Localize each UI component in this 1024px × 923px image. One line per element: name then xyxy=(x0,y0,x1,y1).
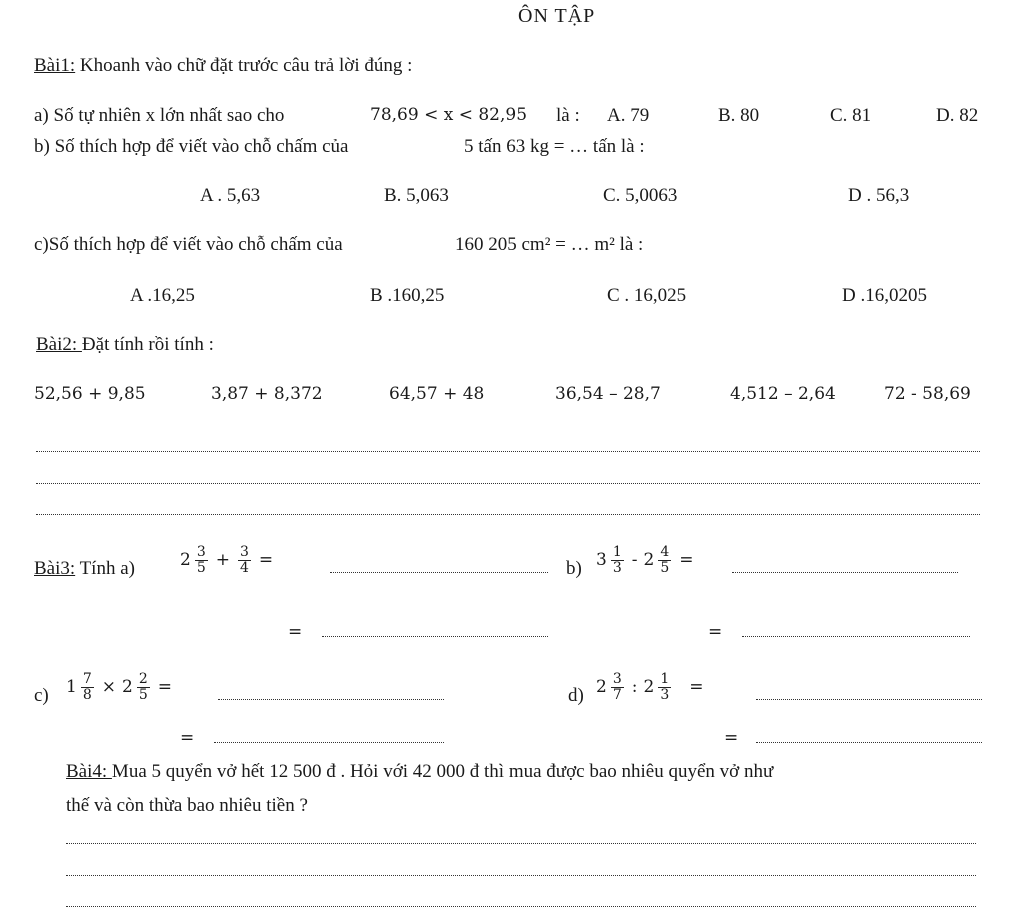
bai3-c-answer-line-1[interactable] xyxy=(218,699,444,700)
bai3-d-equals: = xyxy=(689,676,704,697)
bai1-c-option-a: A .16,25 xyxy=(130,285,195,306)
bai1-c-option-d: D .16,0205 xyxy=(842,285,927,306)
bai2-expr-1: 52,56 + 9,85 xyxy=(34,384,146,404)
bai3-d-operator: : xyxy=(631,676,638,697)
bai3-label: Tính a) xyxy=(75,558,135,579)
bai3-a-equals-2: = xyxy=(288,622,303,642)
bai3-a-expression xyxy=(180,545,279,575)
bai3-b-equals: = xyxy=(679,549,694,570)
bai3-c-fraction-1: $\frac{7}{8}$ xyxy=(82,671,92,703)
bai2-expr-2: 3,87 + 8,372 xyxy=(211,384,323,404)
bai4-answer-line-2[interactable] xyxy=(66,875,976,876)
bai4-heading: Bài4: xyxy=(66,761,112,782)
bai3-c-fraction-2: $\frac{2}{5}$ xyxy=(138,671,148,703)
bai3-c-label: c) xyxy=(34,685,49,706)
bai4-text-1: Mua 5 quyển vở hết 12 500 đ . Hỏi với 42 000 đ thì mua được bao nhiêu quyển vở như xyxy=(111,761,774,782)
bai3-d-fraction-1: $\frac{3}{7}$ xyxy=(612,671,622,703)
bai3-c-equals: = xyxy=(157,676,172,697)
bai3-b-fraction-1: $\frac{1}{3}$ xyxy=(612,544,622,576)
bai1-a-option-d: D. 82 xyxy=(936,105,979,126)
bai1-a-expr: 78,69 < x < 82,95 xyxy=(370,105,528,125)
bai3-c-whole-1: 1 xyxy=(66,676,77,697)
bai1-c-option-b: B .160,25 xyxy=(370,285,445,306)
bai4-answer-line-3[interactable] xyxy=(66,906,976,907)
bai3-c-whole-2: 2 xyxy=(122,676,133,697)
bai1-b-option-a: A . 5,63 xyxy=(200,185,261,206)
bai1-b-expr: 5 tấn 63 kg = … tấn là : xyxy=(464,136,645,157)
bai2-expr-4: 36,54 – 28,7 xyxy=(555,384,661,404)
bai3-b-operator: - xyxy=(631,549,638,570)
bai1-heading: Bài1: xyxy=(34,55,76,76)
bai2-expr-3: 64,57 + 48 xyxy=(389,384,485,404)
bai3-d-expression xyxy=(596,672,709,702)
bai1-b-option-b: B. 5,063 xyxy=(384,185,449,206)
bai1-c-prefix: c)Số thích hợp để viết vào chỗ chấm của xyxy=(34,234,343,255)
bai3-c-operator: × xyxy=(101,676,116,697)
bai1-b-option-c: C. 5,0063 xyxy=(603,185,678,206)
bai3-b-equals-2: = xyxy=(708,622,723,642)
bai3-a-fraction-2: $\frac{3}{4}$ xyxy=(240,544,249,576)
bai3-a-whole-1: 2 xyxy=(180,549,191,570)
bai3-d-whole-2: 2 xyxy=(643,676,655,697)
bai1-a-prefix: a) Số tự nhiên x lớn nhất sao cho xyxy=(34,105,285,126)
bai3-b-answer-line-2[interactable] xyxy=(742,636,970,637)
bai3-heading: Bài3: xyxy=(34,558,76,579)
bai3-d-fraction-2: $\frac{1}{3}$ xyxy=(660,671,670,703)
bai2-answer-line-2[interactable] xyxy=(36,483,980,484)
bai3-a-answer-line-1[interactable] xyxy=(330,572,548,573)
bai2-expr-5: 4,512 – 2,64 xyxy=(730,384,836,404)
bai3-a-operator: + xyxy=(215,549,230,570)
bai3-d-answer-line-2[interactable] xyxy=(756,742,982,743)
bai2-instruction: Đặt tính rồi tính : xyxy=(81,334,214,355)
bai1-a-suffix: là : xyxy=(556,105,580,126)
bai3-d-answer-line-1[interactable] xyxy=(756,699,982,700)
bai1-a-option-c: C. 81 xyxy=(830,105,872,126)
bai3-d-label: d) xyxy=(568,685,584,706)
bai1-b-prefix: b) Số thích hợp để viết vào chỗ chấm của xyxy=(34,136,349,157)
bai1-b-option-d: D . 56,3 xyxy=(848,185,910,206)
bai4-line-2: thế và còn thừa bao nhiêu tiền ? xyxy=(66,795,308,816)
bai3-line xyxy=(34,559,135,578)
bai3-b-fraction-2: $\frac{4}{5}$ xyxy=(660,544,670,576)
bai2-expr-6: 72 - 58,69 xyxy=(884,384,971,404)
bai4-line-1 xyxy=(66,762,773,781)
bai2-line xyxy=(36,335,214,354)
bai1-c-expr: 160 205 cm² = … m² là : xyxy=(455,234,644,255)
bai1-line xyxy=(34,56,412,75)
bai1-a-option-b: B. 80 xyxy=(718,105,760,126)
bai4-answer-line-1[interactable] xyxy=(66,843,976,844)
bai3-d-equals-2: = xyxy=(724,728,739,748)
bai3-c-expression xyxy=(66,672,178,702)
bai3-b-label: b) xyxy=(566,558,582,579)
bai3-b-expression xyxy=(596,545,700,575)
bai2-answer-line-1[interactable] xyxy=(36,451,980,452)
bai2-heading: Bài2: xyxy=(36,334,82,355)
bai3-a-answer-line-2[interactable] xyxy=(322,636,548,637)
bai1-instruction: Khoanh vào chữ đặt trước câu trả lời đúng : xyxy=(75,55,413,76)
bai3-a-equals: = xyxy=(258,549,274,570)
bai3-b-whole-1: 3 xyxy=(596,549,607,570)
bai1-c-option-c: C . 16,025 xyxy=(607,285,687,306)
bai3-b-answer-line-1[interactable] xyxy=(732,572,958,573)
bai3-c-equals-2: = xyxy=(180,728,195,748)
bai3-d-whole-1: 2 xyxy=(596,676,607,697)
bai3-b-whole-2: 2 xyxy=(643,549,655,570)
bai2-answer-line-3[interactable] xyxy=(36,514,980,515)
page-title: ÔN TẬP xyxy=(518,5,596,27)
bai3-a-fraction-1: $\frac{3}{5}$ xyxy=(196,544,206,576)
bai1-a-option-a: A. 79 xyxy=(607,105,650,126)
bai3-c-answer-line-2[interactable] xyxy=(214,742,444,743)
